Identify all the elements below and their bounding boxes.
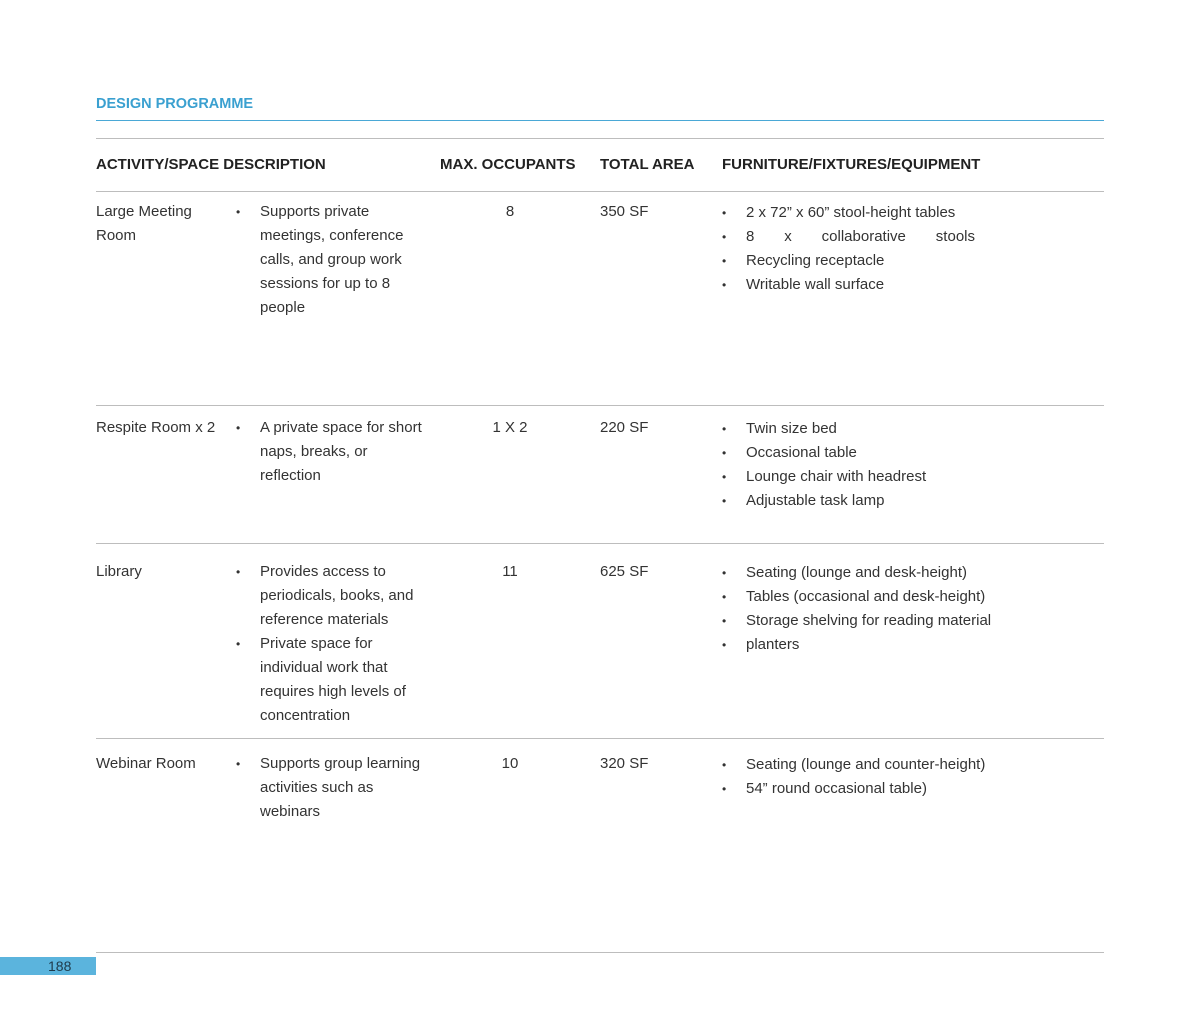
header-bottom-rule bbox=[96, 191, 1104, 192]
total-area: 220 SF bbox=[600, 419, 649, 436]
furniture-list bbox=[720, 753, 1020, 801]
total-area: 350 SF bbox=[600, 203, 649, 220]
furniture-item-text: • 8 x collaborative stools bbox=[746, 228, 975, 245]
description-item: • Supports group learning activities such as webinars bbox=[234, 752, 430, 824]
title-rule bbox=[96, 120, 1104, 121]
furniture-list bbox=[720, 201, 1020, 297]
space-name: Library bbox=[96, 563, 142, 580]
space-description bbox=[234, 752, 430, 824]
space-name: Large Meeting Room bbox=[96, 203, 192, 244]
space-description bbox=[234, 200, 430, 320]
furniture-item: • planters bbox=[720, 633, 1020, 657]
furniture-item: • 54” round occasional table) bbox=[720, 777, 1020, 801]
furniture-item: • Lounge chair with headrest bbox=[720, 465, 1020, 489]
space-name: Respite Room x 2 bbox=[96, 419, 216, 436]
max-occupants: 10 bbox=[501, 755, 519, 772]
space-description bbox=[234, 560, 430, 728]
description-item: • A private space for short naps, breaks, or reflection bbox=[234, 416, 430, 488]
column-header-area: TOTAL AREA bbox=[600, 156, 695, 173]
furniture-item: • Tables (occasional and desk-height) bbox=[720, 585, 1020, 609]
section-title: DESIGN PROGRAMME bbox=[96, 96, 254, 112]
furniture-item: • 2 x 72” x 60” stool-height tables bbox=[720, 201, 1020, 225]
furniture-list bbox=[720, 417, 1020, 513]
furniture-item: • Seating (lounge and desk-height) bbox=[720, 561, 1020, 585]
column-header-furniture: FURNITURE/FIXTURES/EQUIPMENT bbox=[722, 156, 981, 173]
row-divider bbox=[96, 738, 1104, 739]
furniture-item bbox=[720, 225, 975, 249]
space-description bbox=[234, 416, 430, 488]
total-area: 625 SF bbox=[600, 563, 649, 580]
furniture-item: • Seating (lounge and counter-height) bbox=[720, 753, 1020, 777]
max-occupants: 11 bbox=[502, 563, 518, 580]
space-name: Webinar Room bbox=[96, 755, 196, 772]
description-item: • Private space for individual work that requires high levels of concentration bbox=[234, 632, 430, 728]
total-area: 320 SF bbox=[600, 755, 649, 772]
header-top-rule bbox=[96, 138, 1104, 139]
page-number: 188 bbox=[48, 958, 72, 974]
furniture-item: • Writable wall surface bbox=[720, 273, 1020, 297]
row-divider bbox=[96, 543, 1104, 544]
column-header-activity: ACTIVITY/SPACE DESCRIPTION bbox=[96, 156, 326, 173]
furniture-item: • Storage shelving for reading material bbox=[720, 609, 1020, 633]
furniture-list bbox=[720, 561, 1020, 657]
max-occupants: 8 bbox=[505, 203, 515, 220]
footer-rule bbox=[96, 952, 1104, 953]
row-divider bbox=[96, 405, 1104, 406]
max-occupants: 1 X 2 bbox=[492, 419, 528, 436]
column-header-occupants: MAX. OCCUPANTS bbox=[440, 156, 576, 173]
furniture-item: • Recycling receptacle bbox=[720, 249, 1020, 273]
description-item: • Supports private meetings, conference calls, and group work sessions for up to 8 people bbox=[234, 200, 430, 320]
furniture-item: • Occasional table bbox=[720, 441, 1020, 465]
description-item: • Provides access to periodicals, books, and reference materials bbox=[234, 560, 430, 632]
furniture-item: • Twin size bed bbox=[720, 417, 1020, 441]
furniture-item: • Adjustable task lamp bbox=[720, 489, 1020, 513]
